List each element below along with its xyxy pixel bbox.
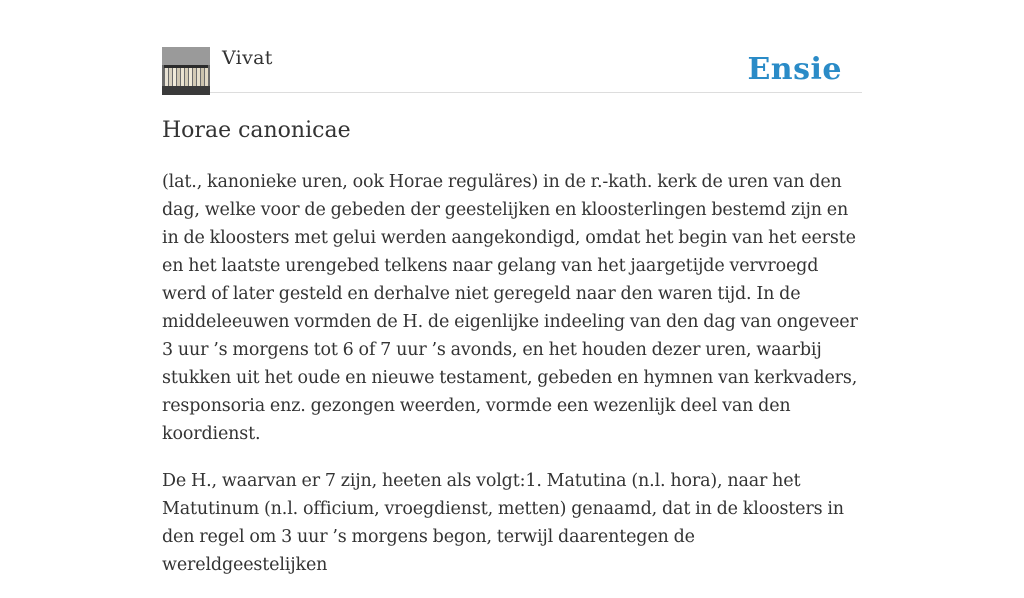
paragraph: De H., waarvan er 7 zijn, heeten als volgt:1. Matutina (n.l. hora), naar het Matutinum (n.l. officium, vroegdienst, metten) genaamd, dat in de kloosters in den regel om 3 uur ’s morgens begon, terwijl daarentegen de wereldgeestelijken: [162, 471, 844, 575]
page-title: Horae canonicae: [162, 118, 351, 143]
header: [162, 46, 862, 93]
avatar[interactable]: [162, 47, 210, 95]
article-body: [162, 168, 862, 598]
username[interactable]: Vivat: [222, 47, 273, 69]
books-icon: [162, 47, 210, 95]
brand-logo[interactable]: Ensie: [747, 52, 842, 87]
paragraph: (lat., kanonieke uren, ook Horae reguläres) in de r.-kath. kerk de uren van den dag, welke voor de gebeden der geestelijken en kloosterlingen bestemd zijn en in de kloosters met gelui werden aangekondigd, omdat het begin van het eerste en het laatste urengebed telkens naar gelang van het jaargetijde vervroegd werd of later gesteld en derhalve niet geregeld naar den waren tijd. In de middeleeuwen vormden de H. de eigenlijke indeeling van den dag van ongeveer 3 uur ’s morgens tot 6 of 7 uur ’s avonds, en het houden dezer uren, waarbij stukken uit het oude en nieuwe testament, gebeden en hymnen van kerkvaders, responsoria enz. gezongen weerden, vormde een wezenlijk deel van den koordienst.: [162, 172, 858, 444]
